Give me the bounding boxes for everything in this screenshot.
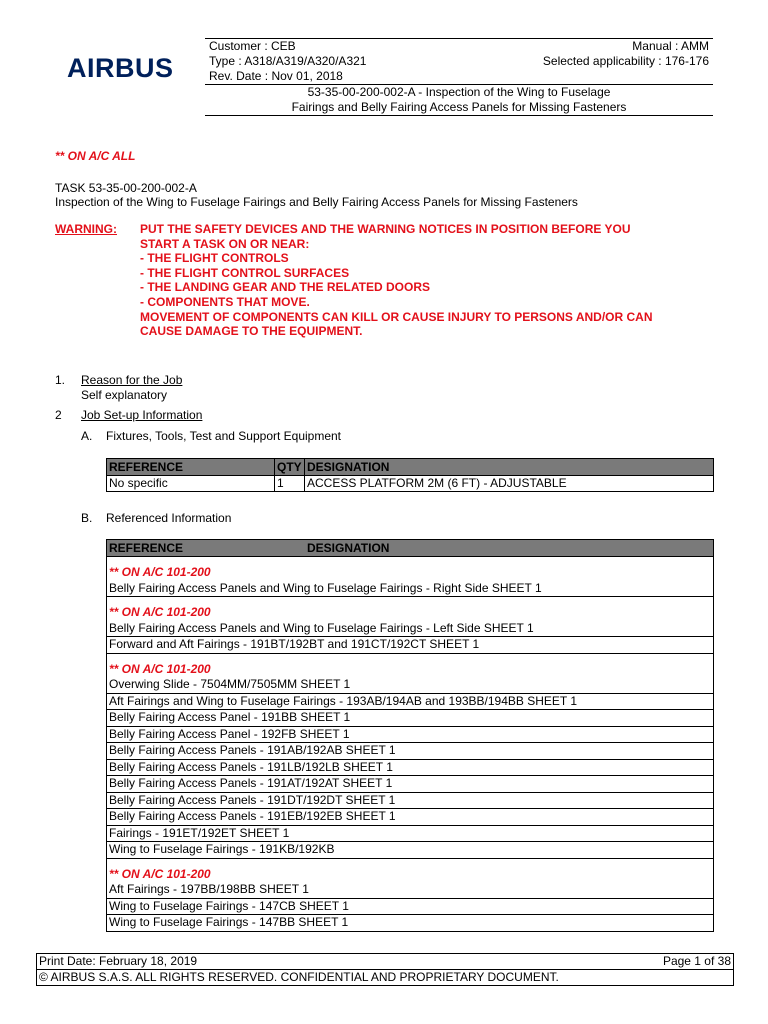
page-footer xyxy=(36,953,734,986)
reference-text: Aft Fairings and Wing to Fuselage Fairings - 193AB/194AB and 193BB/194BB SHEET 1 xyxy=(109,693,578,708)
reference-row xyxy=(106,793,714,810)
col-qty: QTY xyxy=(275,459,305,476)
reference-text: Wing to Fuselage Fairings - 191KB/192KB xyxy=(109,842,335,856)
reference-row xyxy=(106,760,714,777)
subsection-a-number: A. xyxy=(81,429,93,443)
cell-reference: No specific xyxy=(107,476,275,492)
warning-line: START A TASK ON OR NEAR: xyxy=(140,236,310,251)
page-number: Page 1 of 38 xyxy=(662,954,731,968)
warning-line: - COMPONENTS THAT MOVE. xyxy=(140,294,310,309)
effectivity-label: ** ON A/C 101-200 xyxy=(109,565,211,579)
effectivity-label: ** ON A/C 101-200 xyxy=(109,661,211,676)
reference-row xyxy=(106,597,714,637)
reference-text: Belly Fairing Access Panels and Wing to Fuselage Fairings - Right Side SHEET 1 xyxy=(109,580,542,595)
section-2-title: Job Set-up Information xyxy=(81,408,203,422)
reference-text: Belly Fairing Access Panels - 191AT/192AT SHEET 1 xyxy=(109,776,393,790)
table-row xyxy=(107,476,714,492)
doc-title-line1: 53-35-00-200-002-A - Inspection of the Wing to Fuselage xyxy=(307,85,611,99)
warning-label: WARNING: xyxy=(55,222,117,236)
reference-row xyxy=(106,743,714,760)
subsection-a-title: Fixtures, Tools, Test and Support Equipment xyxy=(106,429,342,443)
section-1-number: 1. xyxy=(55,373,66,387)
reference-row xyxy=(106,915,714,932)
reference-row xyxy=(106,776,714,793)
reference-row xyxy=(106,637,714,654)
effectivity-all: ** ON A/C ALL xyxy=(55,149,136,163)
airbus-logo: AIRBUS xyxy=(67,53,174,83)
reference-row xyxy=(106,710,714,727)
reference-text: Belly Fairing Access Panels and Wing to Fuselage Fairings - Left Side SHEET 1 xyxy=(109,620,534,635)
reference-row xyxy=(106,557,714,597)
rev-date-field: Rev. Date : Nov 01, 2018 xyxy=(209,69,343,83)
col-designation: DESIGNATION xyxy=(307,541,390,555)
col-reference: REFERENCE xyxy=(107,459,275,476)
reference-table-header xyxy=(106,539,714,557)
reference-table xyxy=(106,539,714,932)
warning-line: MOVEMENT OF COMPONENTS CAN KILL OR CAUSE INJURY TO PERSONS AND/OR CAN xyxy=(140,309,653,324)
cell-qty: 1 xyxy=(275,476,305,492)
reference-text: Overwing Slide - 7504MM/7505MM SHEET 1 xyxy=(109,677,351,691)
tools-table xyxy=(106,458,714,492)
manual-field: Manual : AMM xyxy=(632,39,709,53)
col-reference: REFERENCE xyxy=(109,541,184,555)
subsection-b-number: B. xyxy=(81,511,93,525)
reference-text: Belly Fairing Access Panel - 191BB SHEET 1 xyxy=(109,710,351,724)
cell-designation: ACCESS PLATFORM 2M (6 FT) - ADJUSTABLE xyxy=(305,476,714,492)
doc-title-line2: Fairings and Belly Fairing Access Panels for Missing Fasteners xyxy=(205,100,713,116)
warning-line: PUT THE SAFETY DEVICES AND THE WARNING NOTICES IN POSITION BEFORE YOU xyxy=(140,222,631,236)
type-field: Type : A318/A319/A320/A321 xyxy=(209,54,367,68)
reference-text: Wing to Fuselage Fairings - 147BB SHEET 1 xyxy=(109,915,349,929)
effectivity-label: ** ON A/C 101-200 xyxy=(109,866,211,881)
subsection-b-title: Referenced Information xyxy=(106,511,232,525)
reference-row xyxy=(106,809,714,826)
reference-text: Aft Fairings - 197BB/198BB SHEET 1 xyxy=(109,882,309,896)
reference-row xyxy=(106,727,714,744)
reference-text: Wing to Fuselage Fairings - 147CB SHEET 1 xyxy=(109,898,349,913)
reference-row xyxy=(106,826,714,843)
warning-line: - THE FLIGHT CONTROL SURFACES xyxy=(140,265,350,280)
task-title: Inspection of the Wing to Fuselage Fairings and Belly Fairing Access Panels for Missing Fasteners xyxy=(55,195,578,209)
reference-text: Belly Fairing Access Panel - 192FB SHEET 1 xyxy=(109,726,350,741)
warning-text xyxy=(140,222,720,339)
warning-line: CAUSE DAMAGE TO THE EQUIPMENT. xyxy=(140,324,363,339)
warning-line: - THE LANDING GEAR AND THE RELATED DOORS xyxy=(140,280,430,295)
reference-text: Fairings - 191ET/192ET SHEET 1 xyxy=(109,825,290,840)
document-header xyxy=(205,38,713,116)
reference-row xyxy=(106,859,714,899)
effectivity-label: ** ON A/C 101-200 xyxy=(109,605,211,619)
copyright: © AIRBUS S.A.S. ALL RIGHTS RESERVED. CONFIDENTIAL AND PROPRIETARY DOCUMENT. xyxy=(37,969,733,986)
reference-text: Belly Fairing Access Panels - 191AB/192AB SHEET 1 xyxy=(109,743,396,757)
section-1-title: Reason for the Job xyxy=(81,373,183,387)
reference-text: Belly Fairing Access Panels - 191LB/192LB SHEET 1 xyxy=(109,759,393,774)
reference-text: Belly Fairing Access Panels - 191EB/192EB SHEET 1 xyxy=(109,809,396,823)
warning-line: - THE FLIGHT CONTROLS xyxy=(140,251,289,266)
section-1-text: Self explanatory xyxy=(81,388,168,402)
reference-text: Forward and Aft Fairings - 191BT/192BT and 191CT/192CT SHEET 1 xyxy=(109,637,480,651)
reference-text: Belly Fairing Access Panels - 191DT/192DT SHEET 1 xyxy=(109,792,396,807)
reference-row xyxy=(106,899,714,916)
col-designation: DESIGNATION xyxy=(305,459,714,476)
task-id: TASK 53-35-00-200-002-A xyxy=(55,181,197,195)
reference-row xyxy=(106,654,714,694)
customer-field: Customer : CEB xyxy=(209,39,296,53)
reference-row xyxy=(106,842,714,859)
applicability-field: Selected applicability : 176-176 xyxy=(542,54,709,68)
print-date: Print Date: February 18, 2019 xyxy=(39,954,198,968)
section-2-number: 2 xyxy=(55,408,62,422)
reference-row xyxy=(106,694,714,711)
